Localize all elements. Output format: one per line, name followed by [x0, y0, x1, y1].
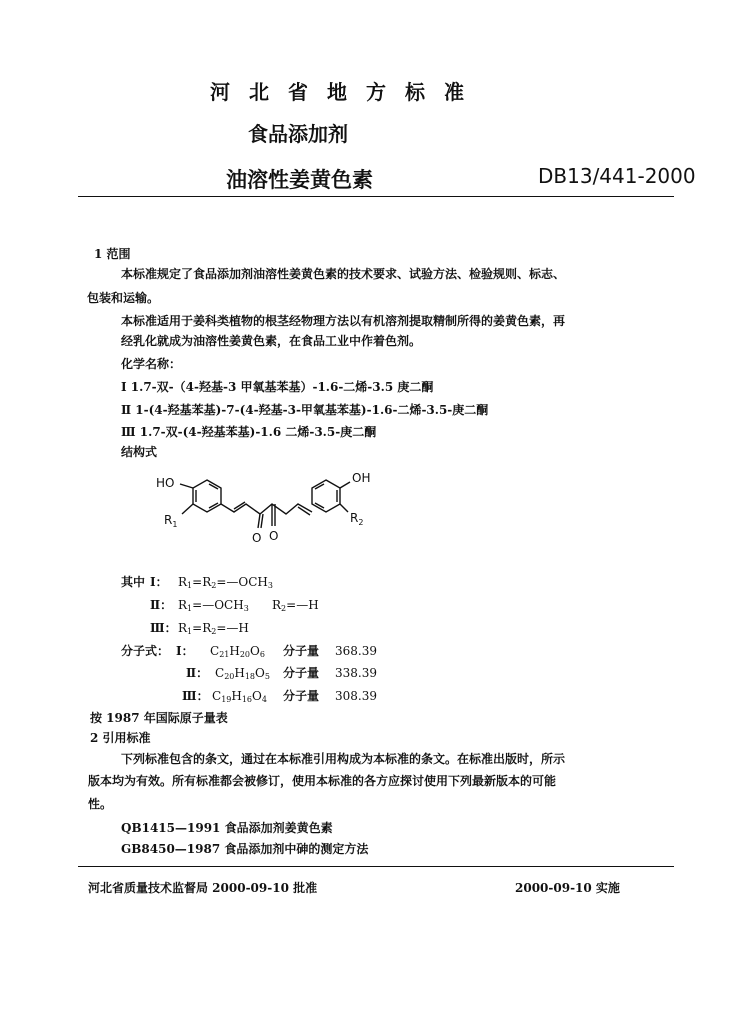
formula-3-num: Ⅲ： [182, 689, 209, 703]
formula-2-mw-label: 分子量 [283, 666, 320, 680]
scope-para-2-line-2: 经乳化就成为油溶性姜黄色素，在食品工业中作着色剂。 [121, 334, 422, 348]
standard-category: 食品添加剂 [248, 122, 348, 146]
structure-bonds [180, 480, 350, 528]
standard-name: 河北省地方标准 [210, 80, 483, 104]
formula-1-mw: 368.39 [335, 644, 377, 658]
chemical-name-2: Ⅱ 1-(4-羟基苯基)-7-(4-羟基-3-甲氧基苯基)-1.6-二烯-3.5-庚二酮 [121, 403, 489, 417]
formula-1-num: Ⅰ： [176, 644, 194, 658]
references-para-line-3: 性。 [88, 797, 113, 811]
section-2-heading: 2 引用标准 [90, 731, 151, 745]
reference-1: QB1415—1991 食品添加剂姜黄色素 [121, 821, 333, 835]
scope-para-2-line-1: 本标准适用于姜科类植物的根茎经物理方法以有机溶剂提取精制所得的姜黄色素，再 [121, 314, 566, 328]
r2-label: $R_2$ [350, 511, 364, 527]
r1-label: $R_1$ [164, 513, 178, 529]
substituent-2-num: Ⅱ： [150, 598, 173, 612]
formula-2-mw: 338.39 [335, 666, 377, 680]
atomic-weight-note: 按 1987 年国际原子量表 [90, 711, 228, 725]
formula-label: 分子式： [121, 644, 170, 658]
section-1-heading: 1 范围 [94, 247, 131, 261]
formula-3-mw-label: 分子量 [283, 689, 320, 703]
substituent-3-text: $R_1=R_2=—H$ [178, 621, 249, 636]
formula-2-num: Ⅱ： [186, 666, 209, 680]
formula-1: $C_{21}H_{20}O_6$ [210, 644, 265, 659]
formula-1-mw-label: 分子量 [283, 644, 320, 658]
chemical-name-label: 化学名称： [121, 357, 182, 371]
approval-line: 河北省质量技术监督局 2000-09-10 批准 [88, 881, 318, 895]
structural-formula [150, 464, 380, 550]
scope-para-1-line-2: 包装和运输。 [87, 291, 160, 305]
footer-rule [78, 866, 674, 867]
structure-label: 结构式 [121, 445, 158, 459]
carbonyl-o-2-label: O [269, 529, 279, 543]
document-code: DB13/441-2000 [538, 164, 696, 188]
formula-2: $C_{20}H_{18}O_5$ [215, 666, 270, 681]
document-title: 油溶性姜黄色素 [226, 168, 373, 192]
references-para-line-2: 版本均为有效。所有标准都会被修订，使用本标准的各方应探讨使用下列最新版本的可能 [88, 774, 557, 788]
substituents-intro: 其中 [121, 575, 146, 589]
substituent-3-num: Ⅲ： [150, 621, 177, 635]
substituent-2-text: $R_1=—OCH_3$ [178, 598, 249, 613]
chemical-name-3: Ⅲ 1.7-双-(4-羟基苯基)-1.6 二烯-3.5-庚二酮 [121, 425, 377, 439]
header-rule [78, 196, 674, 197]
substituent-1-text: $R_1=R_2=—OCH_3$ [178, 575, 273, 590]
substituent-2-text-2: $R_2=—H$ [272, 598, 319, 613]
reference-2: GB8450—1987 食品添加剂中砷的测定方法 [121, 842, 369, 856]
ho-label: HO [156, 476, 175, 490]
implementation-date: 2000-09-10 实施 [515, 881, 620, 895]
oh-label: OH [352, 471, 371, 485]
formula-3: $C_{19}H_{16}O_4$ [212, 689, 267, 704]
substituent-1-num: Ⅰ： [150, 575, 168, 589]
references-para-line-1: 下列标准包含的条文，通过在本标准引用构成为本标准的条文。在标准出版时，所示 [121, 752, 566, 766]
carbonyl-o-1-label: O [252, 531, 262, 545]
chemical-name-1: Ⅰ 1.7-双-（4-羟基-3 甲氧基苯基）-1.6-二烯-3.5 庚二酮 [121, 380, 434, 394]
scope-para-1-line-1: 本标准规定了食品添加剂油溶性姜黄色素的技术要求、试验方法、检验规则、标志、 [121, 267, 566, 281]
formula-3-mw: 308.39 [335, 689, 377, 703]
